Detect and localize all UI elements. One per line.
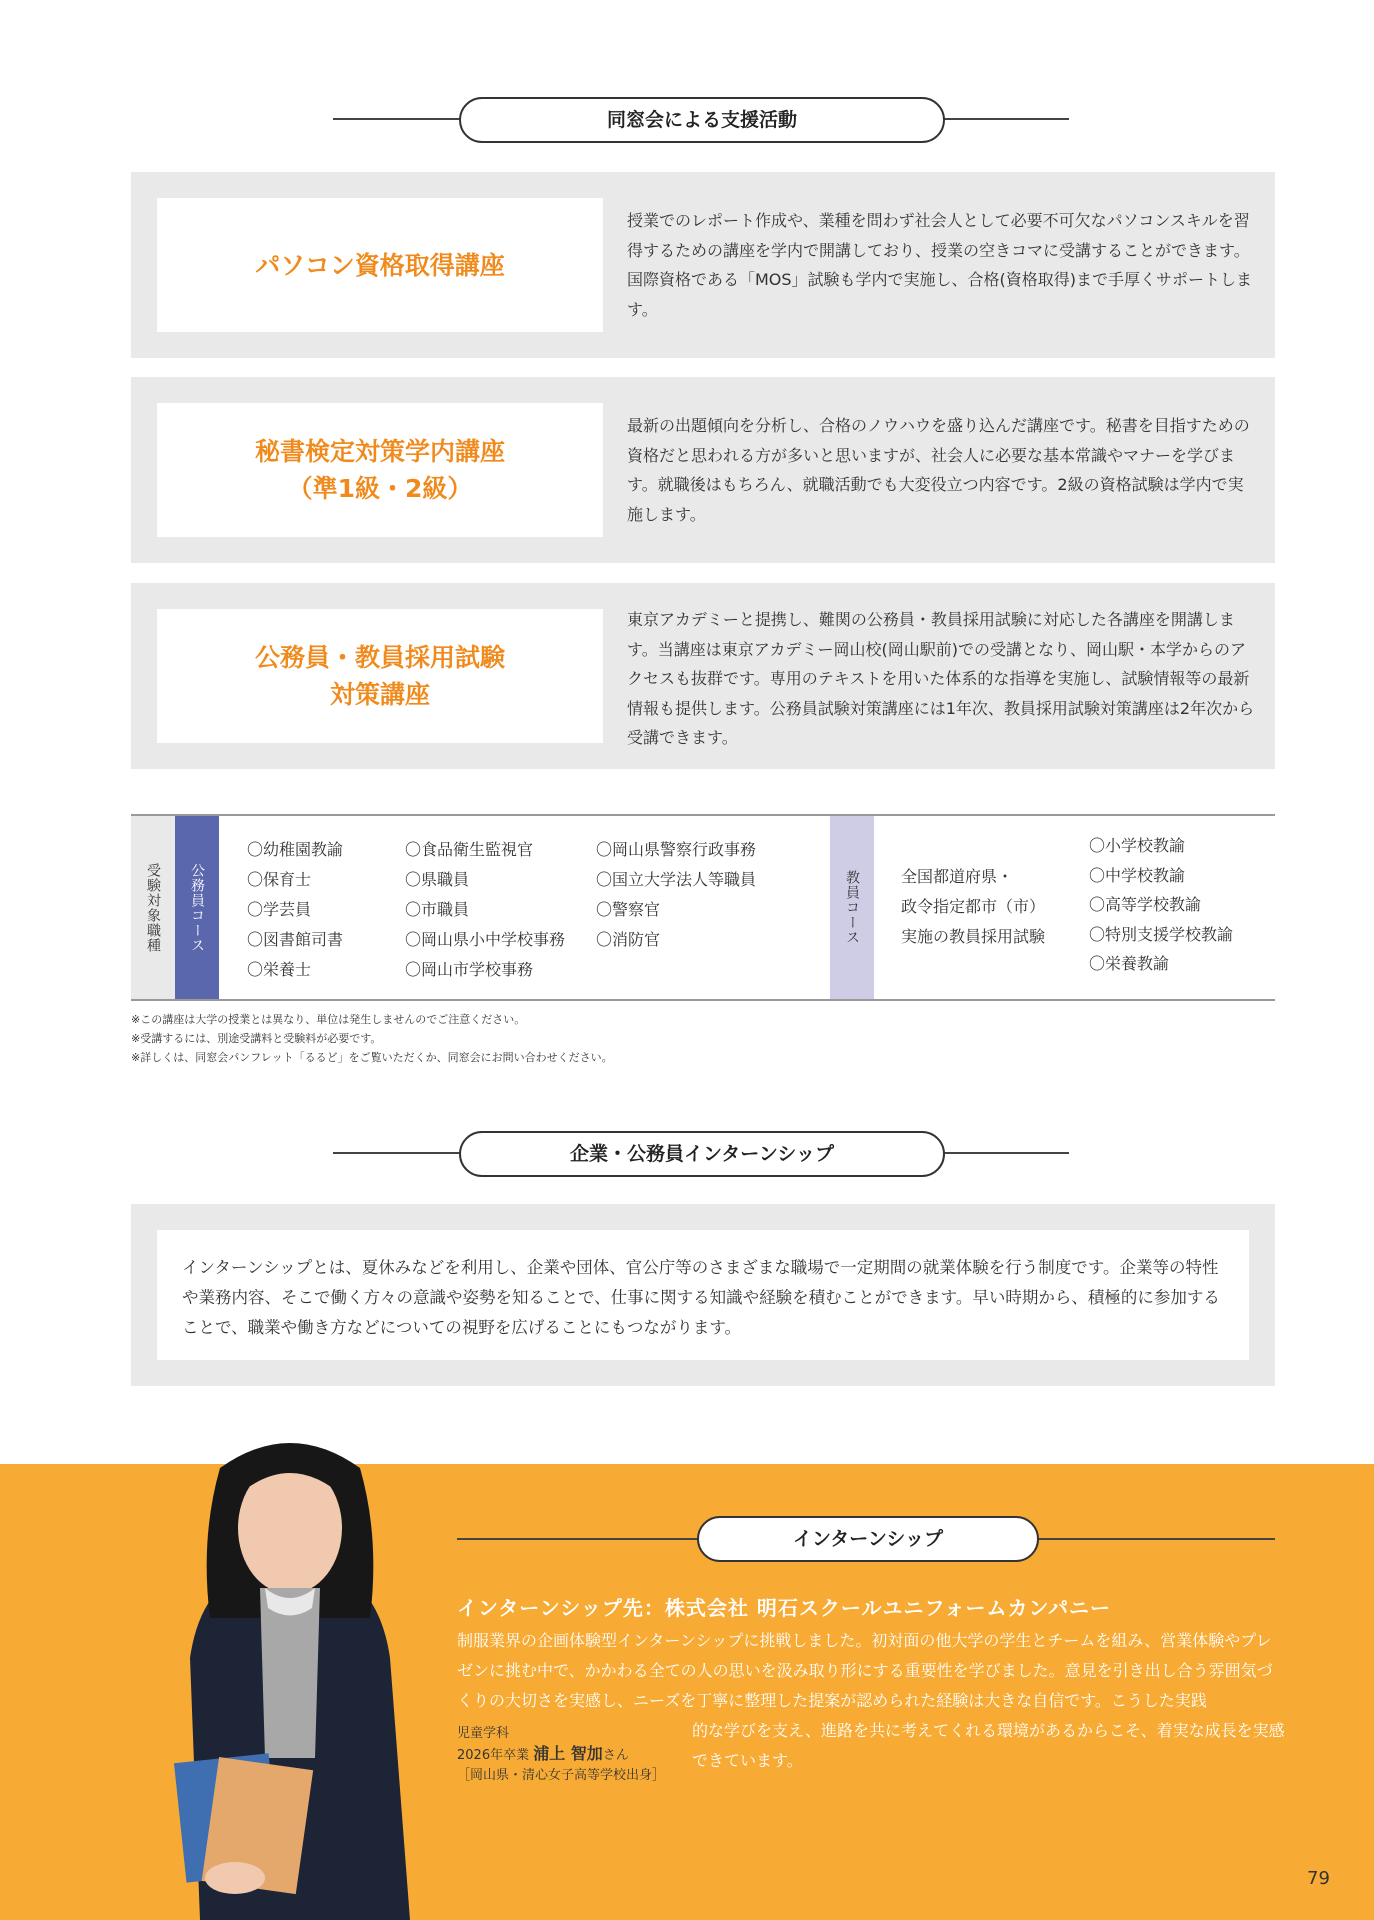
row-label-cell (131, 816, 175, 999)
course-description: 授業でのレポート作成や、業種を問わず社会人として必要不可欠なパソコンスキルを習得するための講座を学内で開講しており、授業の空きコマに受講することができます。国際資格である「MOS」試験も学内で実施し、合格(資格取得)まで手厚くサポートします。 (627, 211, 1253, 319)
course-card-pc (131, 172, 1275, 358)
course-title: 秘書検定対策学内講座 (254, 437, 505, 466)
internship-company: インターンシップ先：株式会社 明石スクールユニフォームカンパニー (457, 1596, 1112, 1620)
list-item: 〇消防官 (596, 930, 661, 949)
honorific: さん (602, 1748, 629, 1763)
teacher-list (1089, 831, 1233, 979)
internship-explanation: インターンシップとは、夏休みなどを利用し、企業や団体、官公庁等のさまざまな職場で一定期間の就業体験を行う制度です。企業等の特性や業務内容、そこで働く方々の意識や姿勢を知ることで、仕事に関する知識や経験を積むことができます。早い時期から、積極的に参加することで、職業や働き方などについての視野を広げることにもつながります。 (182, 1258, 1220, 1337)
testimonial-title: インターンシップ (697, 1516, 1039, 1562)
civil-course-tab (175, 816, 219, 999)
course-title-box (157, 403, 603, 537)
teacher-desc-line: 実施の教員採用試験 (901, 927, 1046, 946)
teacher-course-label: 教員コース (844, 870, 860, 945)
section-title: 企業・公務員インターンシップ (459, 1131, 945, 1177)
course-title-sub: （準1級・2級） (287, 474, 473, 503)
list-item: 〇幼稚園教諭 (247, 840, 344, 859)
section-header-alumni (333, 96, 1069, 142)
teacher-description (901, 862, 1045, 952)
internship-explanation-box (157, 1230, 1249, 1360)
notes (131, 1010, 613, 1067)
teacher-desc-line: 政令指定都市（市） (901, 897, 1046, 916)
teacher-course-tab (830, 816, 874, 999)
list-item: 〇国立大学法人等職員 (596, 870, 757, 889)
note-line: ※受講するには、別途受講料と受験料が必要です。 (131, 1032, 382, 1045)
course-card-secretary (131, 377, 1275, 563)
student-profile (457, 1724, 665, 1786)
testimonial-band (0, 1464, 1374, 1920)
civil-course-label: 公務員コース (189, 862, 205, 953)
list-item: 〇岡山市学校事務 (405, 960, 534, 979)
course-title: 公務員・教員採用試験 (254, 643, 505, 672)
student-department: 児童学科 (457, 1726, 510, 1741)
student-school: ［岡山県・清心女子高等学校出身］ (457, 1768, 666, 1783)
testimonial-body-cont: 的な学びを支え、進路を共に考えてくれる環境があるからこそ、着実な成長を実感できています。 (692, 1721, 1285, 1770)
course-title-box (157, 609, 603, 743)
course-description: 東京アカデミーと提携し、難関の公務員・教員採用試験に対応した各講座を開講します。当講座は東京アカデミー岡山校(岡山駅前)での受講となり、岡山駅・本学からのアクセスも抜群です。専用のテキストを用いた体系的な指導を実施し、試験情報等の最新情報も提供します。公務員試験対策講座には1年次、教員採用試験対策講座は2年次から受講できます。 (627, 610, 1255, 747)
page-number: 79 (1307, 1868, 1330, 1889)
course-title-sub: 対策講座 (329, 680, 430, 709)
course-title: パソコン資格取得講座 (255, 250, 505, 280)
list-item: 〇特別支援学校教諭 (1089, 924, 1234, 944)
internship-explanation-card (131, 1204, 1275, 1386)
teacher-desc-line: 全国都道府県・ (901, 867, 1014, 886)
list-item: 〇栄養士 (247, 960, 312, 979)
list-item: 〇食品衛生監視官 (405, 840, 534, 859)
list-item: 〇岡山県小中学校事務 (405, 930, 566, 949)
list-item: 〇保育士 (247, 870, 312, 889)
student-name: 浦上 智加 (533, 1744, 603, 1763)
civil-list-col1 (247, 835, 343, 985)
list-item: 〇高等学校教諭 (1089, 895, 1202, 914)
graduation-year: 2026年卒業 (457, 1748, 530, 1763)
list-item: 〇学芸員 (247, 900, 312, 919)
course-card-civil-service (131, 583, 1275, 769)
section-title: 同窓会による支援活動 (459, 97, 945, 143)
list-item: 〇岡山県警察行政事務 (596, 840, 757, 859)
section-header-internship (333, 1130, 1069, 1176)
list-item: 〇小学校教諭 (1089, 836, 1186, 855)
course-description: 最新の出題傾向を分析し、合格のノウハウを盛り込んだ講座です。秘書を目指すための資格だと思われる方が多いと思いますが、社会人に必要な基本常識やマナーを学びます。就職後はもちろん、就職活動でも大変役立つ内容です。2級の資格試験は学内で実施します。 (627, 416, 1250, 524)
testimonial-body: 制服業界の企画体験型インターンシップに挑戦しました。初対面の他大学の学生とチームを組み、営業体験やプレゼンに挑む中で、かかわる全ての人の思いを汲み取り形にする重要性を学びました。意見を引き出し合う雰囲気づくりの大切さを実感し、ニーズを丁寧に整理した提案が認められた経験は大きな自信です。こうした実践 (457, 1631, 1273, 1710)
row-label: 受験対象職種 (145, 862, 161, 953)
student-name-line (457, 1744, 665, 1766)
course-title-box (157, 198, 603, 332)
note-line: ※この講座は大学の授業とは異なり、単位は発生しませんのでご注意ください。 (131, 1013, 526, 1026)
list-item: 〇図書館司書 (247, 930, 344, 949)
civil-list-col2 (405, 835, 565, 985)
note-line: ※詳しくは、同窓会パンフレット「るるど」をご覧いただくか、同窓会にお問い合わせください。 (131, 1051, 613, 1064)
list-item: 〇県職員 (405, 870, 470, 889)
list-item: 〇市職員 (405, 900, 470, 919)
student-photo (140, 1428, 440, 1920)
list-item: 〇警察官 (596, 900, 661, 919)
civil-list-col3 (596, 835, 756, 955)
target-occupations-table (131, 814, 1275, 1001)
list-item: 〇中学校教諭 (1089, 865, 1186, 885)
list-item: 〇栄養教諭 (1089, 954, 1170, 973)
